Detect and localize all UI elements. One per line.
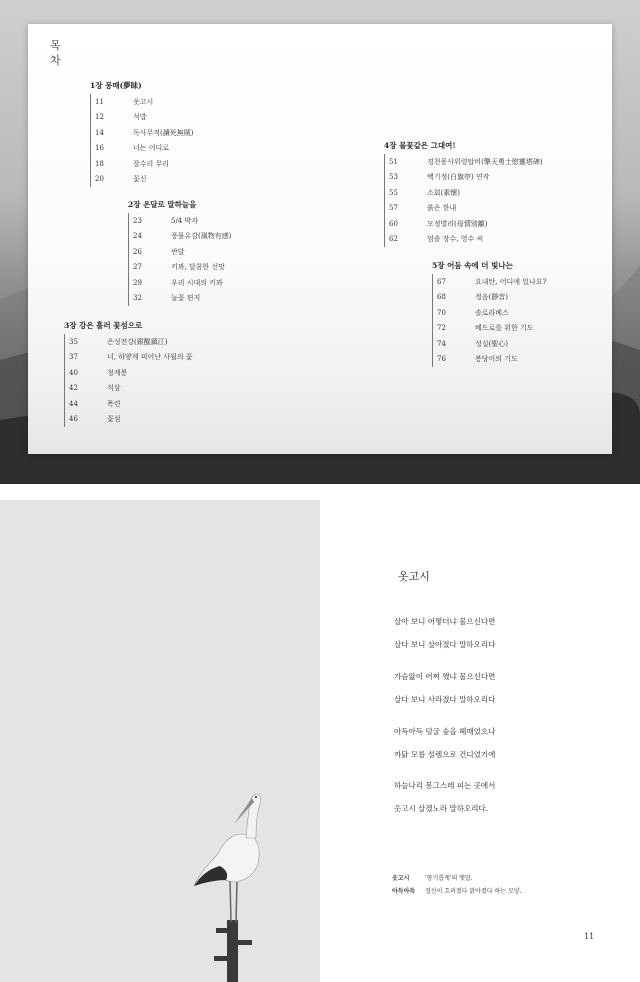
entry-page: 24 [133,232,142,241]
entry-page: 32 [133,294,142,303]
toc-entry[interactable] [95,125,194,141]
entry-title: 소회(素懷) [427,188,460,197]
poem-line: 살아 보니 어떻더냐 물으신다면 [394,617,496,626]
poem-stanza [394,665,495,711]
footnote-term: 아득아득 [392,888,416,895]
chapter-5 [432,260,546,367]
entry-title: 봉당이의 기도 [475,355,518,364]
entry-title: 붉은 한내 [427,204,457,213]
toc-entry[interactable] [133,291,232,307]
entry-title: 반달 [171,247,185,256]
toc-entry[interactable] [437,352,546,368]
toc-entry[interactable] [69,396,193,412]
chapter-1 [90,80,194,187]
toc-spread [0,0,640,484]
toc-entry[interactable] [69,381,193,397]
chapter-heading: 2장 온달로 말하늘을 [128,200,197,209]
toc-title: 목차 [50,39,61,67]
toc-entry[interactable] [389,232,543,248]
entry-title: 성실(聖心) [475,339,508,348]
toc-entry[interactable] [133,229,232,245]
entry-title: 키꽈, 달콤한 선맛 [171,263,226,272]
entry-title: 백기정(白旗亭) 연작 [427,173,490,182]
entry-page: 29 [133,278,142,287]
entry-title: 경천용사위령탑비(擎天勇士慰靈塔碑) [427,157,543,166]
entry-title: 독사무적(讀死無賊) [133,128,194,137]
entry-page: 27 [133,263,142,272]
entry-page: 14 [95,128,104,137]
toc-entry[interactable] [437,274,546,290]
toc-entry[interactable] [69,412,193,428]
entry-page: 18 [95,159,104,168]
entry-page: 12 [95,113,104,122]
entry-title: 요내탄, 어디에 있나요? [475,277,547,286]
chapter-heading: 5장 어둠 속에 더 빛나는 [432,261,513,270]
chapter-entries [90,94,194,187]
toc-entry[interactable] [133,260,232,276]
entry-page: 20 [95,175,104,184]
chapter-heading: 1장 몽매(夢昧) [90,81,142,90]
entry-page: 26 [133,247,142,256]
entry-page: 53 [389,173,398,182]
poem-title: 옷고시 [398,570,430,583]
footnote-definition: 정신이 흐려졌다 맑아졌다 하는 모양. [425,888,522,895]
footnote [392,885,521,898]
entry-page: 60 [389,219,398,228]
entry-page: 76 [437,355,446,364]
entry-title: 5/4 박자 [171,216,199,225]
toc-entry[interactable] [95,172,194,188]
toc-entry[interactable] [389,170,543,186]
entry-title: 모정별리(母情別離) [427,219,488,228]
entry-title: 은성전강(銀醒鎮江) [107,337,168,346]
entry-title: 꽃섬 [107,415,121,424]
chapter-entries [432,274,546,367]
poem-page [320,500,640,982]
toc-entry[interactable] [69,350,193,366]
toc-entry[interactable] [437,305,546,321]
poem-line: 하늘나리 봉그스레 피는 곳에서 [394,781,496,790]
toc-entry[interactable] [95,141,194,157]
entry-title: 솔로라베스 [475,308,509,317]
toc-entry[interactable] [437,321,546,337]
poem-line: 살다 보니 사라졌다 말하오리다 [394,695,496,704]
entry-page: 72 [437,324,446,333]
entry-title: 청계봉 [107,368,128,377]
entry-title: 너, 하얗게 피어난 사월의 꽃 [107,353,193,362]
entry-page: 74 [437,339,446,348]
entry-page: 70 [437,308,446,317]
poem-stanza [394,774,495,820]
footnote-definition: '향기롭게'의 옛말. [425,875,473,882]
entry-page: 35 [69,337,78,346]
poem-stanza [394,720,495,766]
entry-title: 잘수리 무리 [133,159,170,168]
entry-page: 46 [69,415,78,424]
entry-title: 풍물유감(風物有感) [171,232,232,241]
entry-title: 목련 [107,399,121,408]
toc-entry[interactable] [133,213,232,229]
chapter-2 [128,199,232,306]
entry-page: 11 [95,97,104,106]
entry-page: 37 [69,353,78,362]
entry-page: 68 [437,293,446,302]
chapter-entries [64,334,193,427]
chapter-heading: 3장 강은 흘러 꽃섬으로 [64,321,143,330]
toc-entry[interactable] [95,94,194,110]
toc-card [28,24,612,454]
toc-entry[interactable] [437,290,546,306]
toc-entry[interactable] [389,185,543,201]
entry-page: 23 [133,216,142,225]
entry-title: 정음(靜音) [475,293,508,302]
entry-title: 석밥 [133,113,147,122]
entry-title: 너는 어디로 [133,144,170,153]
entry-page: 55 [389,188,398,197]
toc-entry[interactable] [95,110,194,126]
entry-title: 석삼 [107,384,121,393]
entry-page: 44 [69,399,78,408]
stork-illustration [190,780,270,982]
chapter-heading: 4장 불꽃같은 그대여! [384,141,456,150]
chapter-4 [384,140,543,247]
entry-title: 옷고시 [133,97,154,106]
chapter-3 [64,320,193,427]
poem-stanza [394,610,495,656]
entry-page: 16 [95,144,104,153]
footnote-term: 옷고시 [392,875,410,882]
entry-page: 62 [389,235,398,244]
toc-entry[interactable] [389,216,543,232]
toc-entry[interactable] [389,201,543,217]
page-number: 11 [584,932,595,941]
entry-title: 꽃신 [133,175,147,184]
footnote [392,872,521,885]
illustration-page [0,500,320,982]
entry-page: 51 [389,157,398,166]
entry-page: 67 [437,277,446,286]
entry-page: 40 [69,368,78,377]
toc-entry[interactable] [95,156,194,172]
poem-line: 까닭 모를 설렘으로 건디었기에 [394,750,496,759]
poem-line: 가슴앓이 어찌 했냐 물으신다면 [394,672,496,681]
toc-entry[interactable] [69,334,193,350]
entry-title: 베드로를 위한 기도 [475,324,534,333]
footnotes [392,872,521,898]
toc-entry[interactable] [69,365,193,381]
toc-entry[interactable] [133,244,232,260]
chapter-entries [384,154,543,247]
entry-title: 늘꽃 편지 [171,294,201,303]
poem-line: 옷고시 살겠노라 말하오리다. [394,804,489,813]
toc-entry[interactable] [133,275,232,291]
chapter-entries [128,213,232,306]
entry-page: 42 [69,384,78,393]
entry-title: 엄솔 장수, 영수 씨 [427,235,484,244]
toc-entry[interactable] [437,336,546,352]
entry-page: 57 [389,204,398,213]
toc-entry[interactable] [389,154,543,170]
poem-line: 아득아득 덩굴 숲을 헤매었으나 [394,727,496,736]
entry-title: 우리 시대의 키꽈 [171,278,223,287]
poem-line: 살다 보니 살아졌다 말하오리다 [394,640,496,649]
